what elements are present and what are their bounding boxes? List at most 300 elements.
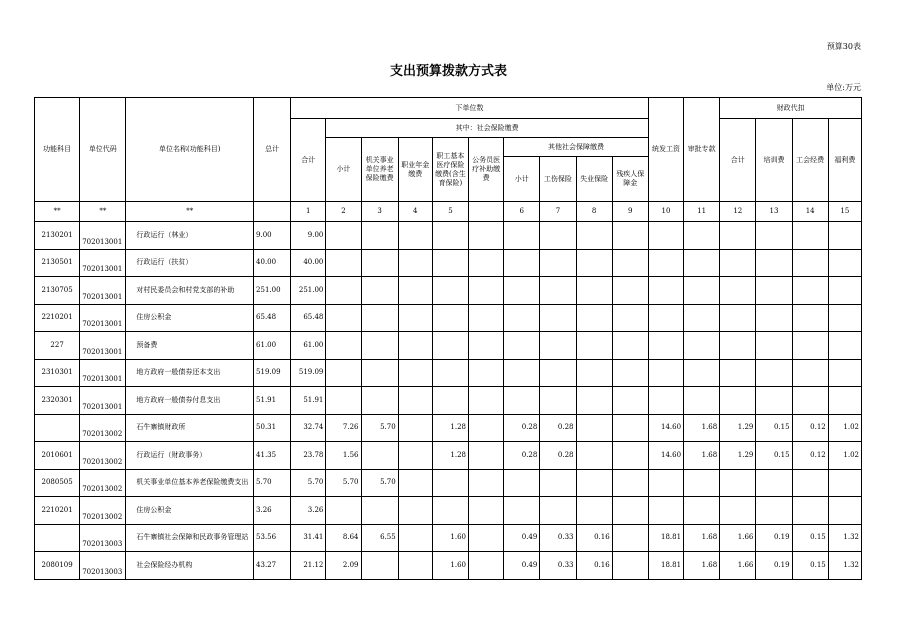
amount-cell: 1.68 [684, 524, 720, 552]
header-unemployment: 失业保险 [576, 157, 612, 202]
amount-cell: 18.81 [648, 552, 683, 580]
table-row [35, 497, 862, 525]
amount-cell [398, 359, 432, 387]
amount-cell [326, 249, 361, 277]
unit-code-cell: 702013002 [80, 469, 126, 497]
header-total: 总计 [254, 98, 291, 202]
amount-cell [648, 222, 683, 250]
index-cell: 4 [398, 202, 432, 222]
amount-cell [361, 332, 398, 360]
amount-cell [756, 277, 792, 305]
amount-cell [540, 469, 576, 497]
amount-cell: 0.12 [792, 414, 828, 442]
amount-cell: 21.12 [291, 552, 326, 580]
amount-cell [792, 387, 828, 415]
amount-cell [612, 359, 648, 387]
amount-cell [469, 332, 504, 360]
total-cell: 3.26 [254, 497, 291, 525]
unit-code-cell: 702013003 [80, 552, 126, 580]
amount-cell [576, 304, 612, 332]
amount-cell [612, 497, 648, 525]
amount-cell [361, 442, 398, 470]
amount-cell [361, 552, 398, 580]
amount-cell: 0.28 [540, 414, 576, 442]
amount-cell [469, 304, 504, 332]
header-of-which-social: 其中：社会保险缴费 [326, 119, 649, 138]
header-injury: 工伤保险 [540, 157, 576, 202]
amount-cell: 1.68 [684, 442, 720, 470]
unit-name-cell: 行政运行（扶贫） [126, 249, 254, 277]
amount-cell [828, 469, 861, 497]
unit-code-cell: 702013001 [80, 222, 126, 250]
page-title: 支出预算拨款方式表 [389, 64, 507, 79]
amount-cell [576, 359, 612, 387]
total-cell: 41.35 [254, 442, 291, 470]
amount-cell [504, 469, 540, 497]
amount-cell: 5.70 [361, 414, 398, 442]
header-func-subject: 功能科目 [35, 98, 80, 202]
amount-cell: 1.28 [432, 414, 468, 442]
amount-cell [648, 277, 683, 305]
amount-cell: 1.29 [720, 414, 756, 442]
amount-cell [361, 304, 398, 332]
header-training: 培训费 [756, 119, 792, 202]
amount-cell [504, 359, 540, 387]
amount-cell [684, 469, 720, 497]
amount-cell: 5.70 [291, 469, 326, 497]
amount-cell: 1.29 [720, 442, 756, 470]
amount-cell [828, 277, 861, 305]
amount-cell [540, 332, 576, 360]
table-row [35, 552, 862, 580]
amount-cell [576, 442, 612, 470]
index-cell: 3 [361, 202, 398, 222]
header-welfare: 福利费 [828, 119, 861, 202]
amount-cell: 7.26 [326, 414, 361, 442]
index-cell: ** [35, 202, 80, 222]
amount-cell [756, 332, 792, 360]
unit-name-cell: 石牛寨镇社会保障和民政事务管理站 [126, 524, 254, 552]
amount-cell [504, 304, 540, 332]
amount-cell [469, 359, 504, 387]
total-cell: 519.09 [254, 359, 291, 387]
unit-name-cell: 住房公积金 [126, 304, 254, 332]
amount-cell: 61.00 [291, 332, 326, 360]
index-cell: 9 [612, 202, 648, 222]
amount-cell [361, 497, 398, 525]
amount-cell: 0.28 [540, 442, 576, 470]
amount-cell [469, 442, 504, 470]
header-union: 工会经费 [792, 119, 828, 202]
func-subject-cell [35, 524, 80, 552]
amount-cell: 0.15 [756, 414, 792, 442]
amount-cell [648, 304, 683, 332]
amount-cell [398, 332, 432, 360]
unit-code-cell: 702013002 [80, 497, 126, 525]
func-subject-cell: 2130201 [35, 222, 80, 250]
table-row [35, 222, 862, 250]
amount-cell [792, 469, 828, 497]
index-cell: 1 [291, 202, 326, 222]
amount-cell [720, 332, 756, 360]
amount-cell: 3.26 [291, 497, 326, 525]
amount-cell: 0.49 [504, 524, 540, 552]
amount-cell [576, 414, 612, 442]
amount-cell [432, 277, 468, 305]
amount-cell: 0.12 [792, 442, 828, 470]
amount-cell [828, 222, 861, 250]
amount-cell [756, 387, 792, 415]
func-subject-cell: 2130705 [35, 277, 80, 305]
total-cell: 61.00 [254, 332, 291, 360]
amount-cell [540, 497, 576, 525]
amount-cell: 0.28 [504, 442, 540, 470]
header-civil-medical: 公务员医疗补助缴费 [469, 138, 504, 202]
amount-cell [792, 277, 828, 305]
amount-cell: 1.56 [326, 442, 361, 470]
amount-cell: 32.74 [291, 414, 326, 442]
header-other-subtotal: 小计 [504, 157, 540, 202]
amount-cell [792, 359, 828, 387]
amount-cell: 0.49 [504, 552, 540, 580]
table-row [35, 332, 862, 360]
unit-name-cell: 对村民委员会和村党支部的补助 [126, 277, 254, 305]
amount-cell [469, 222, 504, 250]
amount-cell [612, 332, 648, 360]
amount-cell [828, 304, 861, 332]
amount-cell: 14.60 [648, 442, 683, 470]
unit-name-cell: 社会保险经办机构 [126, 552, 254, 580]
amount-cell: 1.02 [828, 442, 861, 470]
header-fiscal-total: 合计 [720, 119, 756, 202]
func-subject-cell: 2320301 [35, 387, 80, 415]
header-subtotal-all: 合计 [291, 119, 326, 202]
amount-cell [684, 277, 720, 305]
budget-table [34, 97, 862, 580]
unit-name-cell: 行政运行（林业） [126, 222, 254, 250]
amount-cell [326, 387, 361, 415]
unit-code-cell: 702013001 [80, 332, 126, 360]
index-row [35, 202, 862, 222]
amount-cell [504, 249, 540, 277]
header-pension: 机关事业单位养老保险缴费 [361, 138, 398, 202]
index-cell: 10 [648, 202, 683, 222]
amount-cell [326, 304, 361, 332]
amount-cell [398, 304, 432, 332]
amount-cell: 1.60 [432, 552, 468, 580]
amount-cell: 1.66 [720, 524, 756, 552]
amount-cell [612, 414, 648, 442]
unit-code-cell: 702013002 [80, 414, 126, 442]
amount-cell [612, 222, 648, 250]
amount-cell [576, 249, 612, 277]
amount-cell [792, 332, 828, 360]
index-cell: 14 [792, 202, 828, 222]
amount-cell [432, 497, 468, 525]
amount-cell: 251.00 [291, 277, 326, 305]
amount-cell [720, 249, 756, 277]
amount-cell [612, 442, 648, 470]
amount-cell: 31.41 [291, 524, 326, 552]
amount-cell [432, 304, 468, 332]
amount-cell [398, 249, 432, 277]
amount-cell: 6.55 [361, 524, 398, 552]
amount-cell [504, 332, 540, 360]
table-row [35, 469, 862, 497]
amount-cell [398, 469, 432, 497]
func-subject-cell: 2080109 [35, 552, 80, 580]
table-row [35, 304, 862, 332]
amount-cell [648, 359, 683, 387]
amount-cell [828, 497, 861, 525]
total-cell: 50.31 [254, 414, 291, 442]
amount-cell [398, 387, 432, 415]
amount-cell [398, 414, 432, 442]
amount-cell [326, 222, 361, 250]
index-cell: 6 [504, 202, 540, 222]
func-subject-cell: 2010601 [35, 442, 80, 470]
amount-cell [720, 469, 756, 497]
func-subject-cell: 2130501 [35, 249, 80, 277]
amount-cell [612, 387, 648, 415]
amount-cell [326, 332, 361, 360]
amount-cell: 0.15 [756, 442, 792, 470]
amount-cell [469, 524, 504, 552]
amount-cell [828, 249, 861, 277]
amount-cell [361, 222, 398, 250]
amount-cell [469, 414, 504, 442]
amount-cell [792, 497, 828, 525]
func-subject-cell: 2210201 [35, 304, 80, 332]
amount-cell [720, 304, 756, 332]
amount-cell [684, 359, 720, 387]
amount-cell [684, 332, 720, 360]
header-disability: 残疾人保障金 [612, 157, 648, 202]
amount-cell: 1.68 [684, 414, 720, 442]
total-cell: 9.00 [254, 222, 291, 250]
amount-cell [720, 497, 756, 525]
header-annuity: 职业年金缴费 [398, 138, 432, 202]
unit-code-cell: 702013001 [80, 249, 126, 277]
amount-cell: 40.00 [291, 249, 326, 277]
amount-cell [432, 359, 468, 387]
amount-cell: 1.32 [828, 552, 861, 580]
amount-cell: 1.68 [684, 552, 720, 580]
table-row [35, 359, 862, 387]
func-subject-cell: 2080505 [35, 469, 80, 497]
amount-cell [576, 387, 612, 415]
amount-cell [576, 469, 612, 497]
amount-cell: 8.64 [326, 524, 361, 552]
amount-cell [576, 277, 612, 305]
amount-cell [756, 469, 792, 497]
amount-cell [720, 277, 756, 305]
amount-cell [720, 387, 756, 415]
amount-cell [828, 387, 861, 415]
amount-cell [792, 222, 828, 250]
func-subject-cell [35, 414, 80, 442]
unit-code-cell: 702013001 [80, 387, 126, 415]
amount-cell [540, 387, 576, 415]
table-number-label: 预算30表 [826, 42, 861, 51]
index-cell: 11 [684, 202, 720, 222]
header-medical: 职工基本医疗保险缴费(含生育保险) [432, 138, 468, 202]
func-subject-cell: 2310301 [35, 359, 80, 387]
amount-cell [469, 249, 504, 277]
index-cell: 13 [756, 202, 792, 222]
unit-code-cell: 702013001 [80, 304, 126, 332]
amount-cell [504, 277, 540, 305]
amount-cell [469, 552, 504, 580]
amount-cell [720, 222, 756, 250]
amount-cell [432, 222, 468, 250]
amount-cell [684, 222, 720, 250]
amount-cell [361, 359, 398, 387]
header-fiscal-deduct: 财政代扣 [720, 98, 862, 119]
amount-cell [648, 469, 683, 497]
amount-cell [648, 249, 683, 277]
amount-cell: 14.60 [648, 414, 683, 442]
index-cell [254, 202, 291, 222]
amount-cell: 5.70 [361, 469, 398, 497]
amount-cell: 1.02 [828, 414, 861, 442]
amount-cell [469, 277, 504, 305]
amount-cell: 23.78 [291, 442, 326, 470]
unit-name-cell: 地方政府一般债券还本支出 [126, 359, 254, 387]
amount-cell [540, 249, 576, 277]
amount-cell: 0.16 [576, 552, 612, 580]
unit-code-cell: 702013001 [80, 277, 126, 305]
func-subject-cell: 227 [35, 332, 80, 360]
amount-cell [828, 332, 861, 360]
total-cell: 40.00 [254, 249, 291, 277]
total-cell: 5.70 [254, 469, 291, 497]
amount-cell: 1.60 [432, 524, 468, 552]
amount-cell [540, 304, 576, 332]
index-cell [469, 202, 504, 222]
header-other-social: 其他社会保障缴费 [504, 138, 649, 157]
amount-cell [648, 497, 683, 525]
index-cell: 15 [828, 202, 861, 222]
amount-cell [469, 469, 504, 497]
amount-cell [540, 222, 576, 250]
unit-name-cell: 行政运行（财政事务） [126, 442, 254, 470]
total-cell: 53.56 [254, 524, 291, 552]
amount-cell [326, 277, 361, 305]
func-subject-cell: 2210201 [35, 497, 80, 525]
amount-cell [469, 497, 504, 525]
unit-name-cell: 预备费 [126, 332, 254, 360]
amount-cell [326, 359, 361, 387]
amount-cell [576, 497, 612, 525]
table-row [35, 442, 862, 470]
amount-cell [648, 387, 683, 415]
amount-cell [398, 552, 432, 580]
amount-cell [398, 277, 432, 305]
index-cell: ** [126, 202, 254, 222]
header-approved: 审批专款 [684, 98, 720, 202]
amount-cell [504, 497, 540, 525]
amount-cell [469, 387, 504, 415]
amount-cell [398, 524, 432, 552]
amount-cell: 5.70 [326, 469, 361, 497]
unit-name-cell: 石牛寨镇财政所 [126, 414, 254, 442]
index-cell: 8 [576, 202, 612, 222]
table-row [35, 387, 862, 415]
amount-cell: 0.19 [756, 552, 792, 580]
amount-cell [432, 249, 468, 277]
amount-cell [684, 387, 720, 415]
amount-cell [828, 359, 861, 387]
total-cell: 65.48 [254, 304, 291, 332]
amount-cell [326, 497, 361, 525]
unit-name-cell: 机关事业单位基本养老保险缴费支出 [126, 469, 254, 497]
unit-name-cell: 地方政府一般债券付息支出 [126, 387, 254, 415]
header-salary: 统发工资 [648, 98, 683, 202]
amount-cell: 0.15 [792, 524, 828, 552]
amount-cell [432, 387, 468, 415]
total-cell: 43.27 [254, 552, 291, 580]
amount-cell [612, 277, 648, 305]
amount-cell: 0.33 [540, 524, 576, 552]
header-unit-name: 单位名称(功能科目) [126, 98, 254, 202]
index-cell: 7 [540, 202, 576, 222]
amount-cell [612, 469, 648, 497]
amount-cell [612, 552, 648, 580]
index-cell: 5 [432, 202, 468, 222]
unit-code-cell: 702013001 [80, 359, 126, 387]
amount-cell: 0.15 [792, 552, 828, 580]
amount-cell: 519.09 [291, 359, 326, 387]
unit-code-cell: 702013003 [80, 524, 126, 552]
header-social-subtotal: 小计 [326, 138, 361, 202]
amount-cell: 0.33 [540, 552, 576, 580]
amount-cell: 1.28 [432, 442, 468, 470]
amount-cell [432, 469, 468, 497]
amount-cell [720, 359, 756, 387]
amount-cell [398, 497, 432, 525]
total-cell: 251.00 [254, 277, 291, 305]
amount-cell [398, 442, 432, 470]
amount-cell [576, 222, 612, 250]
unit-code-cell: 702013002 [80, 442, 126, 470]
amount-cell [361, 277, 398, 305]
amount-cell [756, 497, 792, 525]
amount-cell: 0.28 [504, 414, 540, 442]
amount-cell [648, 332, 683, 360]
amount-cell [612, 249, 648, 277]
amount-cell: 0.16 [576, 524, 612, 552]
unit-name-cell: 住房公积金 [126, 497, 254, 525]
index-cell: 12 [720, 202, 756, 222]
table-row [35, 249, 862, 277]
index-cell: ** [80, 202, 126, 222]
amount-cell [756, 222, 792, 250]
amount-cell [361, 387, 398, 415]
amount-cell [576, 332, 612, 360]
amount-cell: 18.81 [648, 524, 683, 552]
amount-cell [792, 249, 828, 277]
amount-cell: 0.19 [756, 524, 792, 552]
total-cell: 51.91 [254, 387, 291, 415]
index-cell: 2 [326, 202, 361, 222]
amount-cell [432, 332, 468, 360]
header-unit-code: 单位代码 [80, 98, 126, 202]
amount-cell: 51.91 [291, 387, 326, 415]
amount-cell [504, 222, 540, 250]
table-row [35, 524, 862, 552]
amount-cell: 2.09 [326, 552, 361, 580]
